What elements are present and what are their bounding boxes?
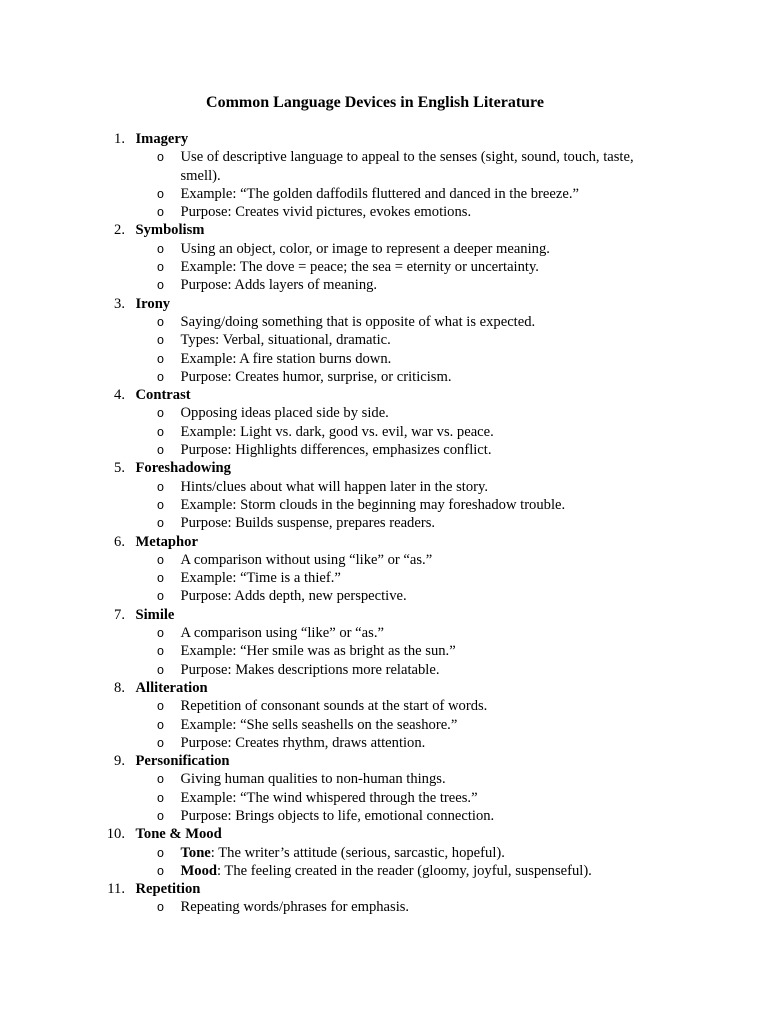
device-heading: Symbolism xyxy=(135,222,205,239)
bullet-icon: o xyxy=(157,626,164,641)
list-item-heading xyxy=(0,533,768,551)
bullet-icon: o xyxy=(157,662,164,677)
list-item xyxy=(0,331,768,349)
bullet-label-text: : The writer’s attitude (serious, sarcastic, hopeful). xyxy=(210,844,505,861)
list-item xyxy=(0,276,768,294)
list-item xyxy=(0,240,768,258)
list-item-heading xyxy=(0,386,768,404)
bullet-icon: o xyxy=(157,589,164,604)
device-heading: Imagery xyxy=(135,131,189,147)
bullet-icon: o xyxy=(157,790,164,805)
list-item xyxy=(0,148,768,185)
list-item xyxy=(0,203,768,221)
device-heading: Foreshadowing xyxy=(135,460,231,477)
device-heading: Simile xyxy=(135,606,175,623)
list-item-heading xyxy=(0,679,768,697)
bullet-icon: o xyxy=(157,479,164,494)
bullet-text: Purpose: Creates rhythm, draws attention. xyxy=(180,734,426,751)
bullet-icon: o xyxy=(157,314,164,329)
bullet-text: A comparison using “like” or “as.” xyxy=(180,625,384,642)
bullet-text: Repetition of consonant sounds at the start of words. xyxy=(180,698,488,715)
bullet-icon: o xyxy=(157,443,164,458)
bullet-text: Example: “The wind whispered through the trees.” xyxy=(180,789,478,806)
list-number: 4. xyxy=(114,387,125,404)
bullet-text: Example: “She sells seashells on the seashore.” xyxy=(180,716,458,733)
device-heading: Contrast xyxy=(135,387,191,404)
list-item xyxy=(0,697,768,715)
bullet-text: Purpose: Highlights differences, emphasizes conflict. xyxy=(180,442,492,459)
bullet-icon: o xyxy=(157,278,164,293)
bullet-text: Purpose: Creates humor, surprise, or criticism. xyxy=(180,368,452,385)
list-number: 8. xyxy=(114,679,125,696)
list-item xyxy=(0,587,768,605)
bullet-icon: o xyxy=(157,241,164,256)
bullet-text: Example: “The golden daffodils fluttered and danced in the breeze.” xyxy=(180,185,579,202)
bullet-text: Purpose: Creates vivid pictures, evokes emotions. xyxy=(180,204,472,221)
list-item-heading xyxy=(0,880,768,898)
list-item xyxy=(0,844,768,862)
bullet-text: Purpose: Makes descriptions more relatable. xyxy=(180,661,440,678)
bullet-text xyxy=(181,844,661,862)
bullet-text: Saying/doing something that is opposite of what is expected. xyxy=(180,313,536,330)
list-item xyxy=(0,642,768,660)
bullet-text xyxy=(181,862,661,880)
list-item xyxy=(0,734,768,752)
list-number: 9. xyxy=(114,753,125,770)
bullet-text: Use of descriptive language to appeal to the senses (sight, sound, touch, taste, smell). xyxy=(180,149,634,184)
bullet-text: Example: A fire station burns down. xyxy=(180,350,392,367)
device-heading: Tone & Mood xyxy=(135,826,222,843)
list-item-heading xyxy=(0,130,768,148)
bullet-text: Repeating words/phrases for emphasis. xyxy=(180,899,410,916)
list-item xyxy=(0,368,768,386)
bullet-icon: o xyxy=(157,205,164,220)
device-heading: Alliteration xyxy=(135,679,208,696)
bullet-text: Opposing ideas placed side by side. xyxy=(180,405,389,422)
bullet-text: Purpose: Adds depth, new perspective. xyxy=(180,588,407,605)
list-item xyxy=(0,624,768,642)
bullet-label: Mood xyxy=(180,862,217,879)
bullet-text: Purpose: Brings objects to life, emotional connection. xyxy=(180,807,495,824)
bullet-icon: o xyxy=(157,406,164,421)
list-number: 2. xyxy=(114,222,125,239)
bullet-icon: o xyxy=(157,772,164,787)
list-number: 10. xyxy=(106,826,125,843)
bullet-icon: o xyxy=(157,845,164,860)
bullet-icon: o xyxy=(157,863,164,878)
bullet-text: Example: “Her smile was as bright as the sun.” xyxy=(180,643,456,660)
list-item xyxy=(0,898,768,916)
list-number: 3. xyxy=(114,295,125,312)
list-number: 5. xyxy=(114,460,125,477)
device-heading: Repetition xyxy=(135,881,201,898)
bullet-icon: o xyxy=(157,699,164,714)
list-item-heading xyxy=(0,459,768,477)
list-item xyxy=(0,716,768,734)
bullet-text: Giving human qualities to non-human things. xyxy=(180,771,446,788)
bullet-text: Using an object, color, or image to represent a deeper meaning. xyxy=(180,240,550,257)
device-heading: Metaphor xyxy=(135,533,198,550)
bullet-text: Example: “Time is a thief.” xyxy=(180,570,341,587)
bullet-text: Purpose: Builds suspense, prepares readers. xyxy=(180,515,436,532)
list-item xyxy=(0,185,768,203)
list-item-heading xyxy=(0,295,768,313)
bullet-icon: o xyxy=(157,571,164,586)
bullet-text: A comparison without using “like” or “as.” xyxy=(180,551,433,568)
bullet-text: Purpose: Adds layers of meaning. xyxy=(180,277,378,294)
bullet-icon: o xyxy=(157,900,164,915)
list-item xyxy=(0,441,768,459)
bullet-label-text: : The feeling created in the reader (gloomy, joyful, suspenseful). xyxy=(216,862,592,879)
list-item xyxy=(0,770,768,788)
bullet-icon: o xyxy=(157,150,164,165)
list-item xyxy=(0,807,768,825)
list-item xyxy=(0,496,768,514)
bullet-text: Types: Verbal, situational, dramatic. xyxy=(180,332,391,349)
bullet-icon: o xyxy=(157,424,164,439)
list-item xyxy=(0,258,768,276)
list-item xyxy=(0,514,768,532)
list-item xyxy=(0,423,768,441)
bullet-icon: o xyxy=(157,717,164,732)
bullet-icon: o xyxy=(157,351,164,366)
bullet-icon: o xyxy=(157,516,164,531)
bullet-text: Example: Light vs. dark, good vs. evil, war vs. peace. xyxy=(180,423,494,440)
list-item xyxy=(0,789,768,807)
list-number: 11. xyxy=(107,881,125,898)
list-item xyxy=(0,478,768,496)
bullet-icon: o xyxy=(157,497,164,512)
list-number: 7. xyxy=(114,606,125,623)
device-heading: Personification xyxy=(135,753,230,770)
list-item-heading xyxy=(0,606,768,624)
bullet-icon: o xyxy=(157,552,164,567)
list-item xyxy=(0,862,768,880)
bullet-icon: o xyxy=(157,369,164,384)
device-heading: Irony xyxy=(135,295,171,312)
bullet-icon: o xyxy=(157,260,164,275)
bullet-text: Example: Storm clouds in the beginning may foreshadow trouble. xyxy=(180,496,566,513)
list-number: 6. xyxy=(114,533,125,550)
bullet-text: Example: The dove = peace; the sea = eternity or uncertainty. xyxy=(180,259,539,276)
bullet-icon: o xyxy=(157,644,164,659)
device-list xyxy=(0,130,768,917)
list-item-heading xyxy=(0,825,768,843)
list-item xyxy=(0,350,768,368)
list-item xyxy=(0,313,768,331)
list-item xyxy=(0,661,768,679)
list-item-heading xyxy=(0,752,768,770)
bullet-icon: o xyxy=(157,735,164,750)
bullet-icon: o xyxy=(157,808,164,823)
bullet-icon: o xyxy=(157,186,164,201)
bullet-text: Hints/clues about what will happen later in the story. xyxy=(180,478,488,495)
bullet-icon: o xyxy=(157,333,164,348)
bullet-label: Tone xyxy=(180,844,211,861)
list-item-heading xyxy=(0,221,768,239)
document-title: Common Language Devices in English Literature xyxy=(206,94,544,111)
list-number: 1. xyxy=(114,131,125,147)
list-item xyxy=(0,569,768,587)
list-item xyxy=(0,551,768,569)
list-item xyxy=(0,404,768,422)
